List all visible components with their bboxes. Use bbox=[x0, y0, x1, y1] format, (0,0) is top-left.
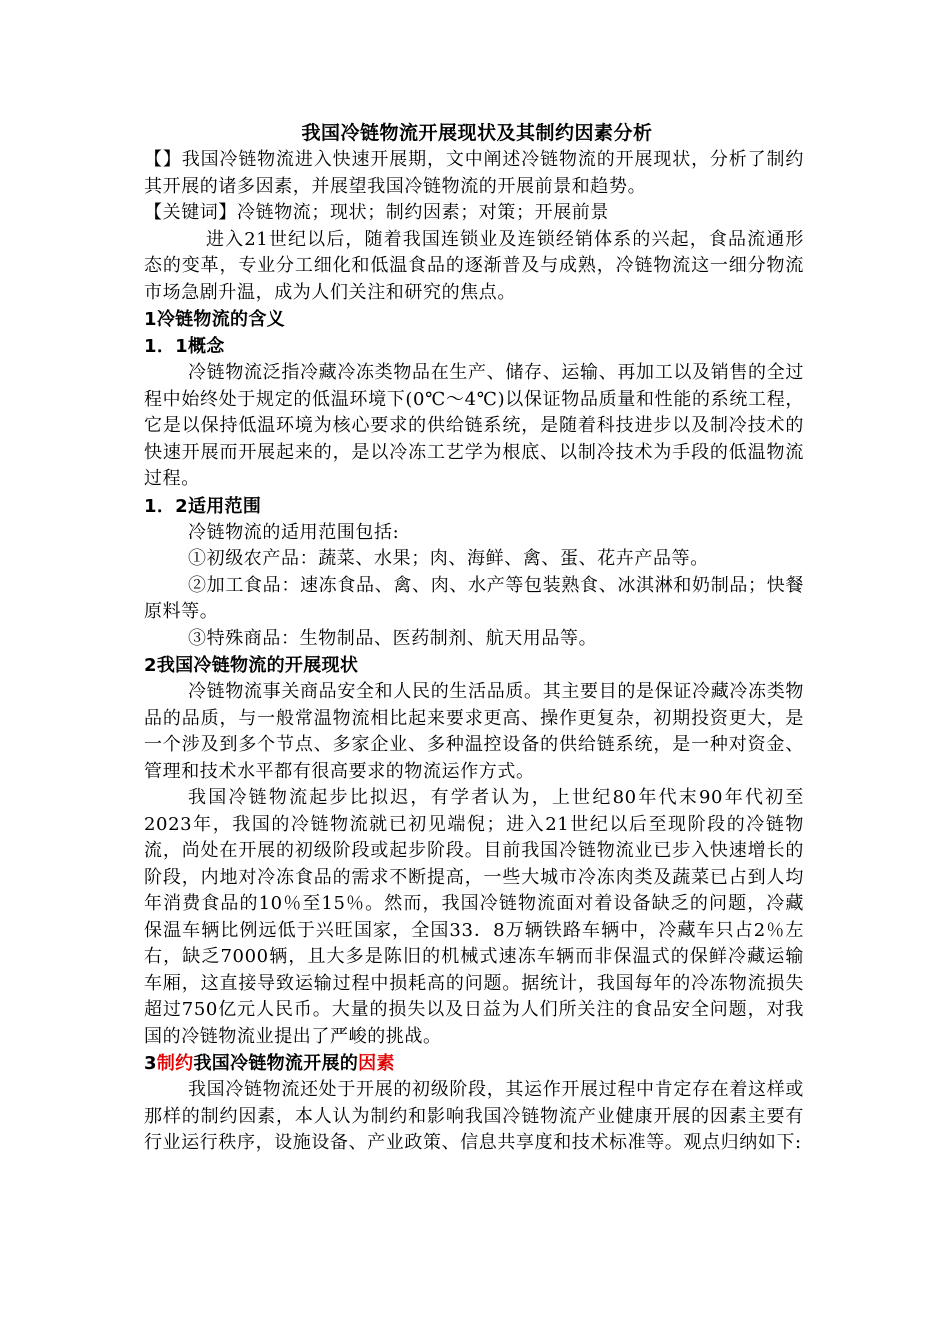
abstract-paragraph: 【】我国冷链物流进入快速开展期，文中阐述冷链物流的开展现状，分析了制约其开展的诸多因素，并展望我国冷链物流的开展前景和趋势。 bbox=[144, 149, 804, 197]
section1-1-heading: 1．1概念 bbox=[144, 336, 225, 357]
section1-heading: 1冷链物流的含义 bbox=[144, 309, 285, 330]
concept-paragraph: 冷链物流泛指冷藏冷冻类物品在生产、储存、运输、再加工以及销售的全过程中始终处于规定的低温环境下(0℃～4℃)以保证物品质量和性能的系统工程，它是以保持低温环境为核心要求的供给链系统，是随着科技进步以及制冷技术的快速开展而开展起来的，是以冷冻工艺学为根底、以制冷技术为手段的低温物流过程。 bbox=[144, 362, 804, 489]
scope-item-2: ②加工食品：速冻食品、禽、肉、水产等包装熟食、冰淇淋和奶制品；快餐原料等。 bbox=[144, 574, 804, 622]
section3-heading-highlight-2: 因素 bbox=[358, 1053, 395, 1074]
section3-paragraph-1: 我国冷链物流还处于开展的初级阶段，其运作开展过程中肯定存在着这样或那样的制约因素，本人认为制约和影响我国冷链物流产业健康开展的因素主要有行业运行秩序，设施设备、产业政策、信息共享度和技术标准等。观点归纳如下: bbox=[144, 1079, 804, 1153]
scope-intro: 冷链物流的适用范围包括: bbox=[188, 521, 400, 543]
section1-2-heading: 1．2适用范围 bbox=[144, 495, 262, 517]
page-title: 我国冷链物流开展现状及其制约因素分析 bbox=[301, 122, 653, 144]
section3-heading-middle: 我国冷链物流开展的 bbox=[193, 1053, 359, 1074]
section2-paragraph-1: 冷链物流事关商品安全和人民的生活品质。其主要目的是保证冷藏冷冻类物品的品质，与一般常温物流相比起来要求更高、操作更复杂，初期投资更大，是一个涉及到多个节点、多家企业、多种温控设备的供给链系统，是一种对资金、管理和技术水平都有很高要求的物流运作方式。 bbox=[144, 681, 804, 782]
section3-heading-highlight-1: 制约 bbox=[156, 1053, 194, 1074]
section2-heading: 2我国冷链物流的开展现状 bbox=[144, 655, 359, 676]
scope-item-3: ③特殊商品：生物制品、医药制剂、航天用品等。 bbox=[188, 627, 598, 649]
intro-paragraph: 进入21世纪以后，随着我国连锁业及连锁经销体系的兴起，食品流通形态的变革，专业分工细化和低温食品的逐渐普及与成熟，冷链物流这一细分物流市场急剧升温，成为人们关注和研究的焦点。 bbox=[144, 228, 804, 303]
section2-paragraph-2: 我国冷链物流起步比拟迟，有学者认为，上世纪80年代末90年代初至2023年，我国的冷链物流就已初见端倪；进入21世纪以后至现阶段的冷链物流，尚处在开展的初级阶段或起步阶段。目前我国冷链物流业已步入快速增长的阶段，内地对冷冻食品的需求不断提高，一些大城市冷冻肉类及蔬菜已占到人均年消费食品的10％至15％。然而，我国冷链物流面对着设备缺乏的问题，冷藏保温车辆比例远低于兴旺国家，全国33．8万辆铁路车辆中，冷藏车只占2％左右，缺乏7000辆，且大多是陈旧的机械式速冻车辆而非保温式的保鲜冷藏运输车厢，这直接导致运输过程中损耗高的问题。据统计，我国每年的冷冻物流损失超过750亿元人民币。大量的损失以及日益为人们所关注的食品安全问题，对我国的冷链物流业提出了严峻的挑战。 bbox=[144, 787, 804, 1047]
section3-heading-number: 3 bbox=[144, 1053, 157, 1074]
scope-item-1: ①初级农产品：蔬菜、水果；肉、海鲜、禽、蛋、花卉产品等。 bbox=[188, 548, 709, 569]
section3-heading bbox=[144, 1050, 804, 1077]
keywords-line: 【关键词】冷链物流；现状；制约因素；对策；开展前景 bbox=[144, 202, 609, 223]
document-body bbox=[144, 120, 804, 1157]
